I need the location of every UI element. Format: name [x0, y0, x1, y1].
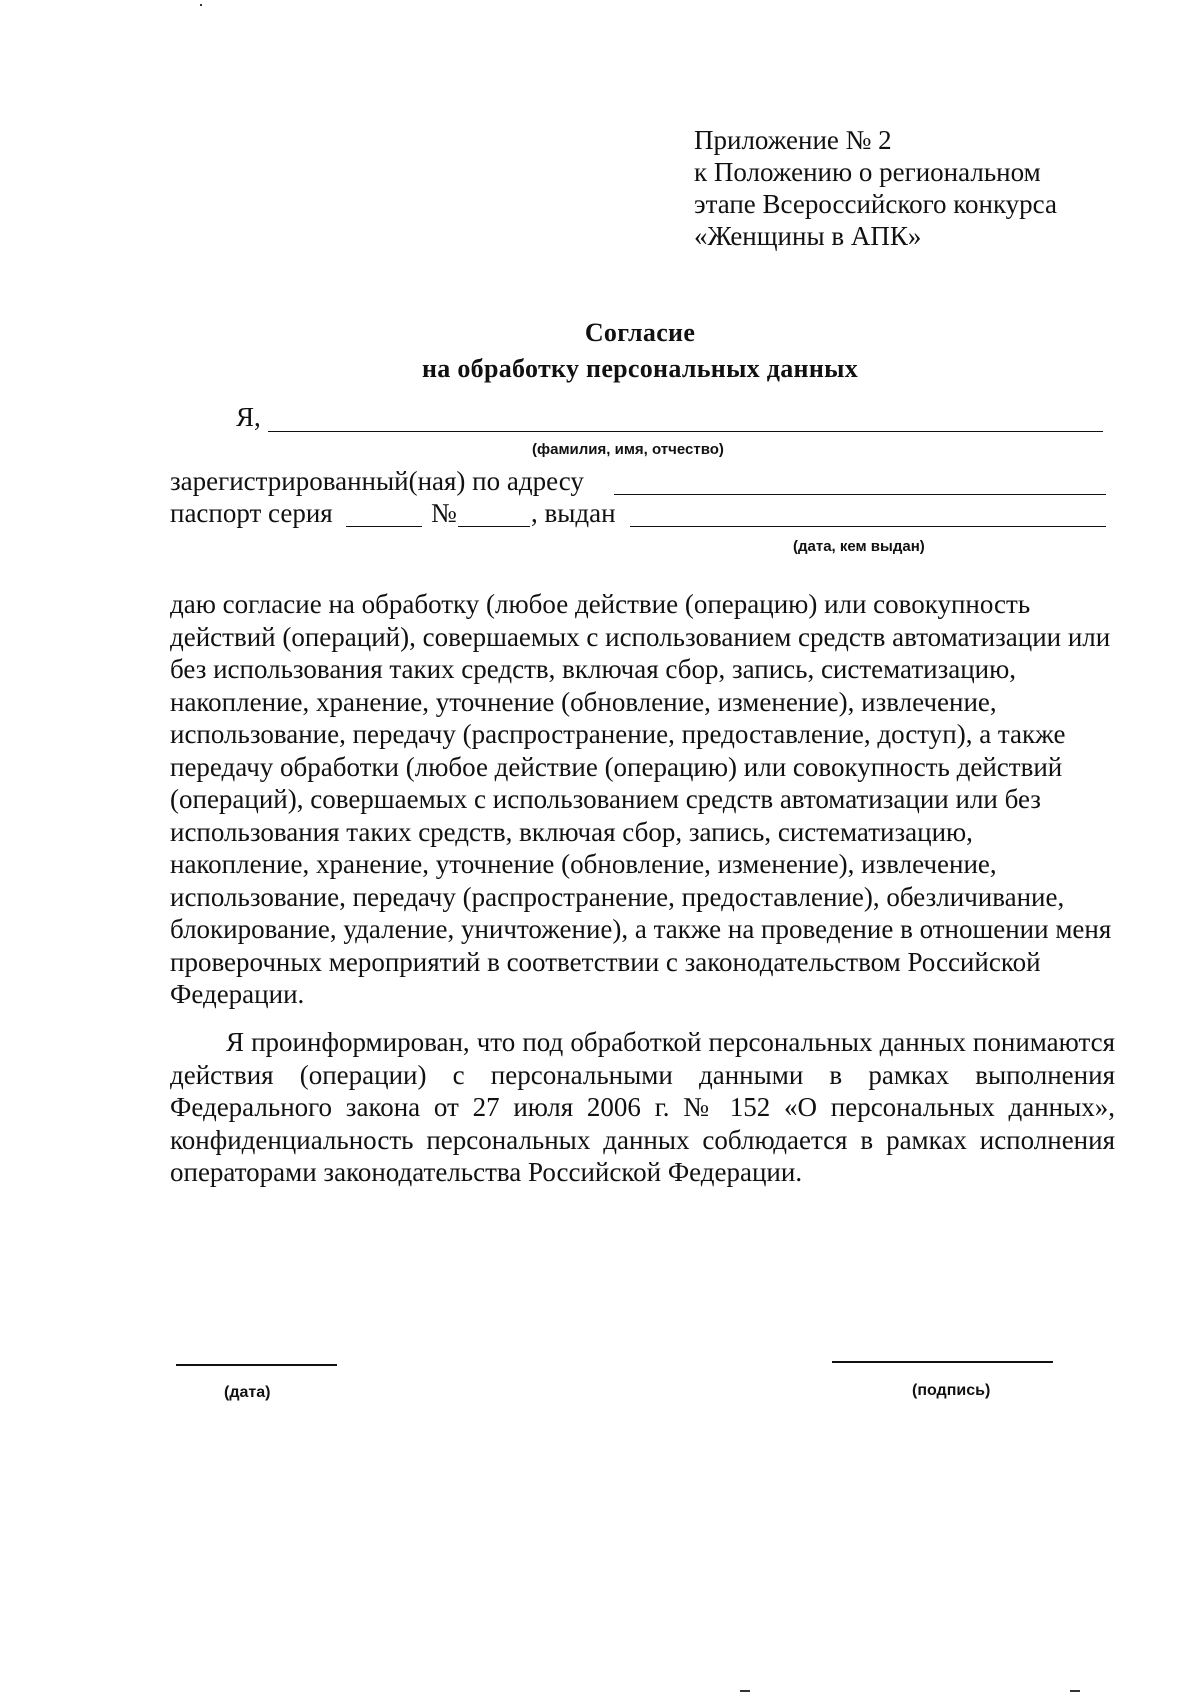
issued-field-line[interactable] [630, 526, 1106, 527]
issued-label: , выдан [531, 498, 616, 528]
appendix-line-3: этапе Всероссийского конкурса [694, 189, 1057, 219]
appendix-header [694, 124, 1057, 252]
passport-number-label: № [431, 498, 457, 528]
document-subtitle: на обработку персональных данных [422, 354, 858, 383]
date-hint: (дата) [224, 1384, 271, 1401]
fio-hint: (фамилия, имя, отчество) [532, 441, 724, 458]
date-signature-line[interactable] [176, 1364, 337, 1366]
address-field-line[interactable] [614, 494, 1106, 495]
scan-speck [740, 1690, 750, 1692]
consent-paragraph: даю согласие на обработку (любое действие (операцию) или совокупность действий (операций), совершаемых с использованием средств автоматизации или без использования таких средств, включая сбор, запись, систематизацию, накопление, хранение, уточнение (обновление, изменение), извлечение, использование, передачу (распространение, предоставление, доступ), а также передачу обработки (любое действие (операцию) или совокупность действий (операций), совершаемых с использованием средств автоматизации или без использования таких средств, включая сбор, запись, систематизацию, накопление, хранение, уточнение (обновление, изменение), извлечение, использование, передачу (распространение, предоставление), обезличивание, блокирование, удаление, уничтожение), а также на проведение в отношении меня проверочных мероприятий в соответствии с законодательством Российской Федерации. [170, 589, 1112, 1009]
passport-series-field-line[interactable] [346, 526, 422, 527]
appendix-line-1: Приложение № 2 [694, 125, 892, 155]
passport-series-label: паспорт серия [170, 498, 333, 528]
document-title: Согласие [584, 318, 696, 347]
appendix-line-4: «Женщины в АПК» [694, 221, 922, 251]
passport-number-field-line[interactable] [458, 526, 530, 527]
scan-speck [200, 4, 202, 6]
signature-hint: (подпись) [912, 1382, 991, 1399]
signature-line[interactable] [832, 1361, 1053, 1363]
issued-hint: (дата, кем выдан) [793, 538, 925, 555]
scan-speck [1070, 1690, 1080, 1692]
information-paragraph: Я проинформирован, что под обработкой персональных данных понимаются действия (операции) с персональными данными в рамках выполнения Федерального закона от 27 июля 2006 г. № 152 «О персональных данных», конфиденциальность персональных данных соблюдается в рамках исполнения операторами законодательства Российской Федерации. [170, 1027, 1115, 1187]
appendix-line-2: к Положению о региональном [694, 157, 1041, 187]
fio-field-line[interactable] [268, 431, 1103, 432]
address-label: зарегистрированный(ная) по адресу [170, 466, 584, 496]
i-label: Я, [236, 402, 261, 432]
